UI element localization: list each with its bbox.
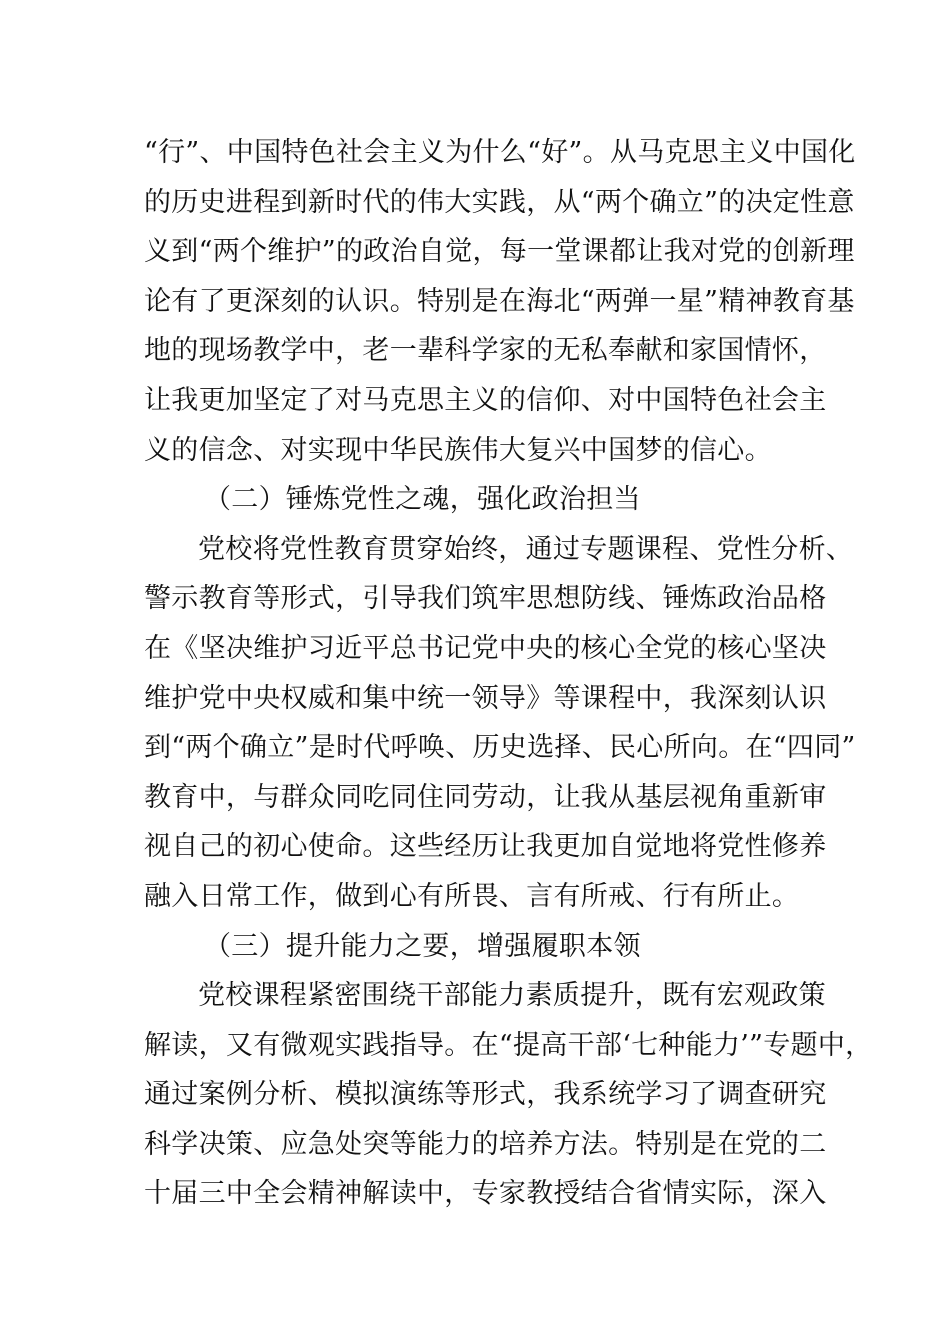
text-line: 在《坚决维护习近平总书记党中央的核心全党的核心坚决 xyxy=(144,632,827,664)
section-heading-3: （三）提升能力之要，增强履职本领 xyxy=(204,930,641,962)
document-body xyxy=(144,128,873,1219)
text-line: 解读，又有微观实践指导。在“提高干部‘七种能力’”专题中， xyxy=(144,1029,873,1061)
text-line: 十届三中全会精神解读中，专家教授结合省情实际，深入 xyxy=(144,1178,827,1210)
text-line: 到“两个确立”是时代呼唤、历史选择、民心所向。在“四同” xyxy=(144,732,856,764)
text-line: 地的现场教学中，老一辈科学家的无私奉献和家国情怀， xyxy=(144,335,827,367)
text-line: 论有了更深刻的认识。特别是在海北“两弹一星”精神教育基 xyxy=(144,285,855,317)
section-heading-2: （二）锤炼党性之魂，强化政治担当 xyxy=(204,484,641,516)
text-line: 让我更加坚定了对马克思主义的信仰、对中国特色社会主 xyxy=(144,384,827,416)
text-line: 义到“两个维护”的政治自觉，每一堂课都让我对党的创新理 xyxy=(144,236,855,268)
text-line: 的历史进程到新时代的伟大实践，从“两个确立”的决定性意 xyxy=(144,186,855,218)
text-line: 通过案例分析、模拟演练等形式，我系统学习了调查研究 xyxy=(144,1079,827,1111)
text-line: 教育中，与群众同吃同住同劳动，让我从基层视角重新审 xyxy=(144,781,827,813)
text-line: 视自己的初心使命。这些经历让我更加自觉地将党性修养 xyxy=(144,831,827,863)
text-line: 融入日常工作，做到心有所畏、言有所戒、行有所止。 xyxy=(144,880,800,912)
text-line: 科学决策、应急处突等能力的培养方法。特别是在党的二 xyxy=(144,1128,827,1160)
text-line: 维护党中央权威和集中统一领导》等课程中，我深刻认识 xyxy=(144,682,827,714)
paragraph-start: 党校将党性教育贯穿始终，通过专题课程、党性分析、 xyxy=(198,533,854,565)
text-line: 义的信念、对实现中华民族伟大复兴中国梦的信心。 xyxy=(144,434,772,466)
text-line: “行”、中国特色社会主义为什么“好”。从马克思主义中国化 xyxy=(144,137,856,168)
paragraph-start: 党校课程紧密围绕干部能力素质提升，既有宏观政策 xyxy=(198,980,826,1012)
text-line: 警示教育等形式，引导我们筑牢思想防线、锤炼政治品格 xyxy=(144,583,827,615)
